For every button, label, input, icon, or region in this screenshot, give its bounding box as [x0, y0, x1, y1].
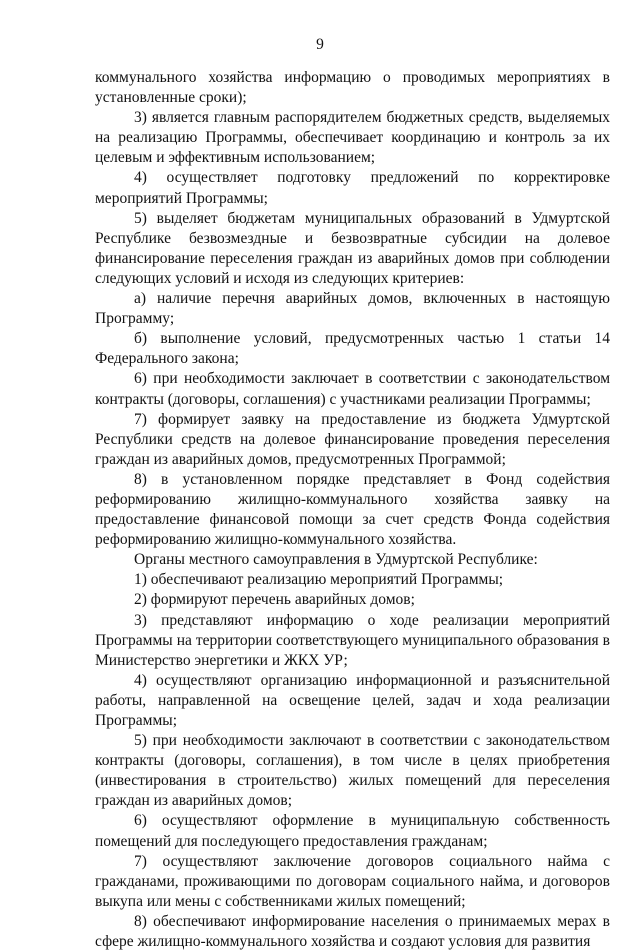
paragraph-continuation: коммунального хозяйства информацию о проводимых мероприятиях в установленные сроки);: [95, 69, 610, 107]
paragraph-local-item-6: 6) осуществляют оформление в муниципальную собственность помещений для последующего предоставления гражданам;: [95, 812, 610, 850]
paragraph-item-4: 4) осуществляет подготовку предложений по корректировке мероприятий Программы;: [95, 169, 610, 207]
paragraph-item-8: 8) в установленном порядке представляет в Фонд содействия реформированию жилищно-коммунального хозяйства заявку на предоставление финансовой помощи за счет средств Фонда содействия реформированию жилищно-коммунального хозяйства.: [95, 470, 610, 549]
paragraph-local-authorities-heading: Органы местного самоуправления в Удмуртской Республике:: [134, 551, 538, 569]
paragraph-local-item-2: 2) формируют перечень аварийных домов;: [134, 591, 415, 609]
paragraph-local-item-3: 3) представляют информацию о ходе реализации мероприятий Программы на территории соответствующего муниципального образования в Министерство энергетики и ЖКХ УР;: [95, 611, 610, 669]
paragraph-item-7: 7) формирует заявку на предоставление из бюджета Удмуртской Республики средств на долевое финансирование проведения переселения граждан из аварийных домов, предусмотренных Программой;: [95, 410, 610, 468]
paragraph-item-3: 3) является главным распорядителем бюджетных средств, выделяемых на реализацию Программы, обеспечивает координацию и контроль за их целевым и эффективным использованием;: [95, 109, 610, 167]
paragraph-local-item-7: 7) осуществляют заключение договоров социального найма с гражданами, проживающими по договорам социального найма, и договоров выкупа или мены с собственниками жилых помещений;: [95, 852, 610, 910]
paragraph-local-item-5: 5) при необходимости заключают в соответствии с законодательством контракты (договоры, соглашения), в том числе в целях приобретения (инвестирования в строительство) жилых помещений для переселения граждан из аварийных домов;: [95, 732, 610, 810]
paragraph-local-item-4: 4) осуществляют организацию информационной и разъяснительной работы, направленной на освещение целей, задач и хода реализации Программы;: [95, 671, 610, 729]
paragraph-subitem-b: б) выполнение условий, предусмотренных частью 1 статьи 14 Федерального закона;: [95, 330, 610, 368]
paragraph-item-6: 6) при необходимости заключает в соответствии с законодательством контракты (договоры, соглашения) с участниками реализации Программы;: [95, 370, 610, 408]
paragraph-item-5: 5) выделяет бюджетам муниципальных образований в Удмуртской Республике безвозмездные и безвозвратные субсидии на долевое финансирование переселения граждан из аварийных домов при соблюдении следующих условий и исходя из следующих критериев:: [95, 209, 610, 287]
document-body: [95, 68, 610, 952]
paragraph-local-item-1: 1) обеспечивают реализацию мероприятий Программы;: [134, 571, 504, 589]
paragraph-subitem-a: а) наличие перечня аварийных домов, включенных в настоящую Программу;: [95, 290, 610, 328]
paragraph-local-item-8: 8) обеспечивают информирование населения о принимаемых мерах в сфере жилищно-коммунального хозяйства и создают условия для развития: [95, 912, 610, 951]
page-number: 9: [316, 36, 324, 53]
